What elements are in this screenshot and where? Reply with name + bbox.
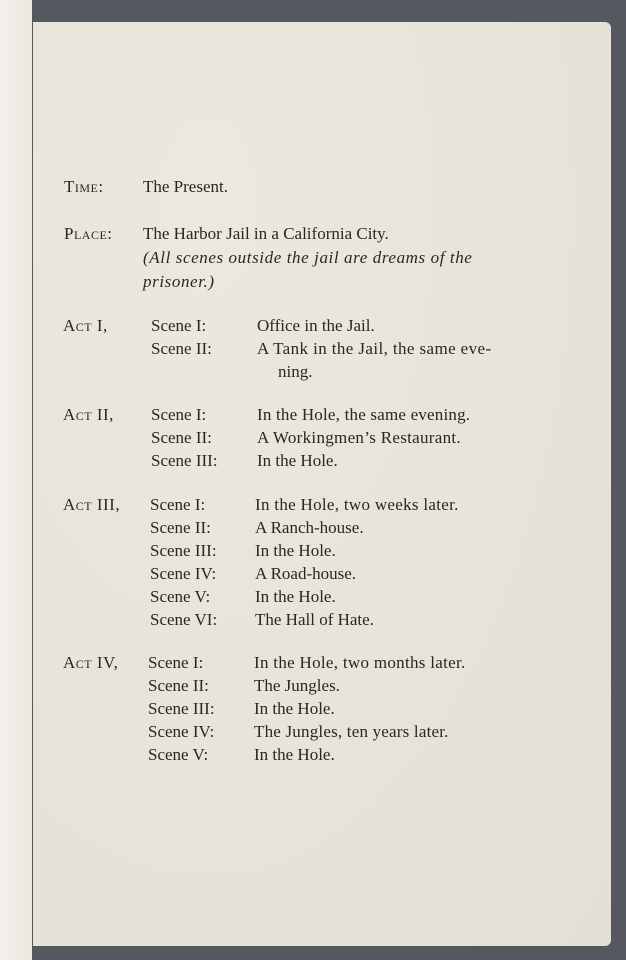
- scene-desc: A Road-house.: [255, 564, 357, 583]
- scene-desc: In the Hole.: [257, 451, 338, 470]
- scene-label: Scene II:: [151, 428, 212, 447]
- scene-label: Scene IV:: [150, 564, 217, 583]
- scene-desc-continued: ning.: [278, 362, 313, 381]
- facing-page-edge: [0, 0, 32, 960]
- scene-desc: In the Hole, two weeks later.: [255, 495, 459, 514]
- scene-desc: The Jungles.: [254, 676, 340, 695]
- scene-desc: In the Hole, the same evening.: [257, 405, 471, 424]
- scene-label: Scene IV:: [148, 722, 215, 741]
- scene-label: Scene VI:: [150, 610, 218, 629]
- scene-label: Scene V:: [148, 745, 209, 764]
- place-value: The Harbor Jail in a California City.: [143, 224, 389, 243]
- scene-label: Scene III:: [150, 541, 217, 560]
- scene-desc: In the Hole.: [255, 541, 336, 560]
- scene-desc: A Tank in the Jail, the same eve-: [257, 339, 492, 358]
- scene-desc: The Hall of Hate.: [255, 610, 374, 629]
- act-label: Act III,: [63, 495, 121, 514]
- act-label: Act II,: [63, 405, 114, 424]
- place-note-line2: prisoner.): [143, 272, 215, 291]
- scene-label: Scene I:: [151, 405, 207, 424]
- scene-desc: In the Hole.: [254, 699, 335, 718]
- scene-label: Scene V:: [150, 587, 211, 606]
- place-label: Place:: [64, 224, 113, 243]
- time-label: Time:: [64, 177, 104, 196]
- scene-desc: The Jungles, ten years later.: [254, 722, 449, 741]
- scene-label: Scene I:: [151, 316, 207, 335]
- act-label: Act I,: [63, 316, 108, 335]
- scene-desc: A Ranch-house.: [255, 518, 364, 537]
- scene-desc: A Workingmen’s Restaurant.: [257, 428, 461, 447]
- scene-label: Scene II:: [151, 339, 212, 358]
- scene-label: Scene I:: [148, 653, 204, 672]
- place-note-line1: (All scenes outside the jail are dreams of the: [143, 248, 473, 267]
- scene-desc: In the Hole.: [255, 587, 336, 606]
- scene-desc: In the Hole.: [254, 745, 335, 764]
- scene-label: Scene I:: [150, 495, 206, 514]
- book-page: [33, 22, 611, 946]
- scene-label: Scene III:: [151, 451, 218, 470]
- scene-label: Scene II:: [148, 676, 209, 695]
- act-label: Act IV,: [63, 653, 119, 672]
- time-value: The Present.: [143, 177, 228, 196]
- scene-label: Scene III:: [148, 699, 215, 718]
- scene-label: Scene II:: [150, 518, 211, 537]
- scene-desc: In the Hole, two months later.: [254, 653, 466, 672]
- scene-desc: Office in the Jail.: [257, 316, 375, 335]
